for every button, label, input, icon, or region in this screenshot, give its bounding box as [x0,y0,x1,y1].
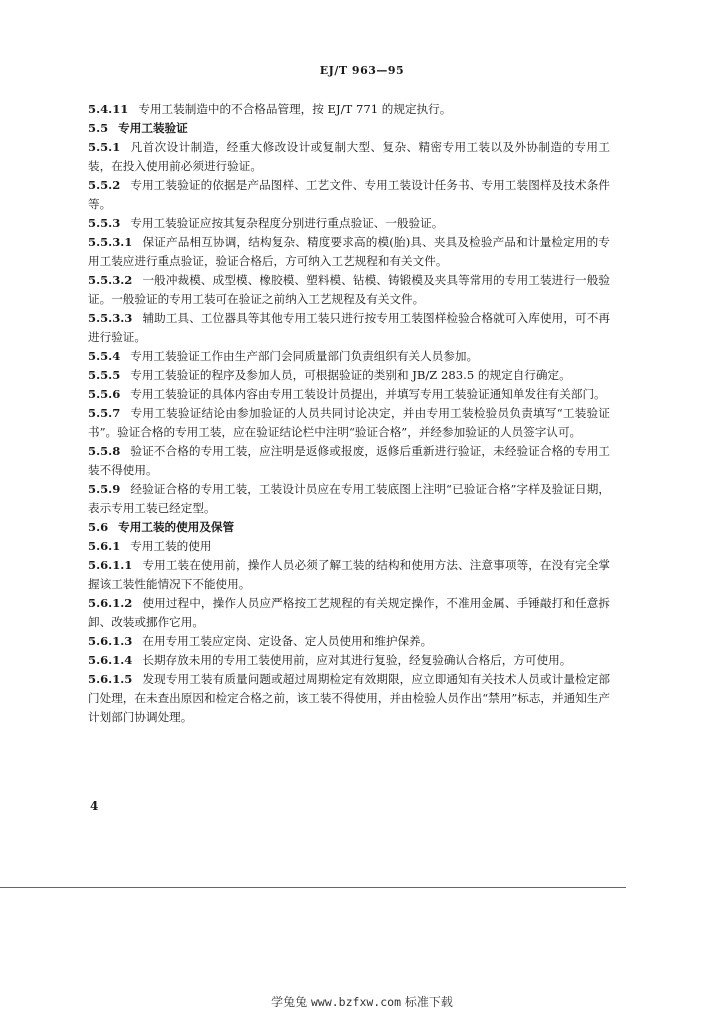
footer [0,993,724,1010]
clause-text: 发现专用工装有质量问题或超过周期检定有效期限，应立即通知有关技术人员或计量检定部门处理，在未查出原因和检定合格之前，该工装不得使用，并由检验人员作出“禁用”标志，并通知生产计划部门协调处理。 [88,672,610,724]
clause-text: 专用工装验证 [118,121,188,135]
clause-paragraph [88,632,610,651]
clause-paragraph [88,100,610,119]
clause-number: 5.6.1.4 [88,653,133,667]
clause-paragraph [88,404,610,442]
clause-text: 长期存放未用的专用工装使用前，应对其进行复验，经复验确认合格后，方可使用。 [142,653,572,667]
clause-text: 一般冲裁模、成型模、橡胶模、塑料模、钻模、铸锻模及夹具等常用的专用工装进行一般验证。一般验证的专用工装可在验证之前纳入工艺规程及有关文件。 [88,273,610,306]
clause-text: 专用工装验证应按其复杂程度分别进行重点验证、一般验证。 [130,216,444,230]
clause-number: 5.5.4 [88,349,121,363]
clause-number: 5.5 [88,121,109,135]
clause-number: 5.6.1 [88,539,121,553]
clause-text: 经验证合格的专用工装，工装设计员应在专用工装底图上注明“已验证合格”字样及验证日期，表示专用工装已经定型。 [88,482,610,515]
clause-paragraph [88,138,610,176]
clause-number: 5.6 [88,520,109,534]
clause-text: 专用工装验证的依据是产品图样、工艺文件、专用工装设计任务书、专用工装图样及技术条件等。 [88,178,610,211]
clause-number: 5.5.9 [88,482,121,496]
clause-text: 专用工装验证工作由生产部门会同质量部门负责组织有关人员参加。 [130,349,479,363]
clause-paragraph [88,670,610,727]
clause-text: 验证不合格的专用工装，应注明是返修或报废，返修后重新进行验证，未经验证合格的专用工装不得使用。 [88,444,610,477]
clause-paragraph [88,480,610,518]
clause-number: 5.5.3.1 [88,235,133,249]
clause-text: 专用工装的使用 [130,539,212,553]
clause-paragraph [88,651,610,670]
clause-text: 专用工装验证的具体内容由专用工装设计员提出，并填写专用工装验证通知单发往有关部门。 [130,387,606,401]
clause-paragraph [88,309,610,347]
clause-number: 5.6.1.5 [88,672,133,686]
page-number: 4 [90,799,99,813]
clause-text: 辅助工具、工位器具等其他专用工装只进行按专用工装图样检验合格就可入库使用，可不再进行验证。 [88,311,610,344]
clause-number: 5.5.6 [88,387,121,401]
clause-text: 专用工装验证结论由参加验证的人员共同讨论决定，并由专用工装检验员负责填写“工装验证书”。验证合格的专用工装，应在验证结论栏中注明“验证合格”，并经参加验证的人员签字认可。 [88,406,610,439]
page-header: EJ/T 963—95 [319,64,405,77]
clause-text: 使用过程中，操作人员应严格按工艺规程的有关规定操作，不准用金属、手锤敲打和任意拆卸、改装或挪作它用。 [88,596,610,629]
clause-paragraph [88,347,610,366]
clause-paragraph [88,385,610,404]
clause-paragraph [88,214,610,233]
clause-number: 5.6.1.2 [88,596,133,610]
clause-number: 5.5.8 [88,444,121,458]
clause-paragraph [88,366,610,385]
clause-paragraph [88,594,610,632]
clause-paragraph [88,537,610,556]
clause-paragraph [88,442,610,480]
clause-paragraph [88,176,610,214]
footer-tagline: 标准下载 [404,995,453,1009]
clause-number: 5.5.3.2 [88,273,133,287]
footer-url[interactable]: www.bzfxw.com [310,995,401,1009]
clause-text: 专用工装的使用及保管 [118,520,235,534]
clause-text: 保证产品相互协调，结构复杂、精度要求高的模(胎)具、夹具及检验产品和计量检定用的专用工装应进行重点验证，验证合格后，方可纳入工艺规程和有关文件。 [88,235,610,268]
footer-site-name: 学兔兔 [271,995,308,1009]
clause-text: 在用专用工装应定岗、定设备、定人员使用和维护保养。 [142,634,433,648]
clause-text: 专用工装验证的程序及参加人员，可根据验证的类别和 JB/Z 283.5 的规定自行确定。 [130,368,571,382]
clause-text: 专用工装制造中的不合格品管理，按 EJ/T 771 的规定执行。 [138,102,452,116]
clause-number: 5.5.1 [88,140,121,154]
clause-number: 5.5.7 [88,406,121,420]
document-body [88,100,610,727]
clause-paragraph [88,556,610,594]
clause-paragraph [88,233,610,271]
clause-number: 5.5.5 [88,368,121,382]
clause-paragraph [88,271,610,309]
section-heading [88,119,610,138]
section-heading [88,518,610,537]
clause-number: 5.4.11 [88,102,129,116]
clause-number: 5.5.3 [88,216,121,230]
clause-number: 5.6.1.1 [88,558,133,572]
clause-number: 5.6.1.3 [88,634,133,648]
clause-number: 5.5.2 [88,178,121,192]
clause-text: 凡首次设计制造，经重大修改设计或复制大型、复杂、精密专用工装以及外协制造的专用工装，在投入使用前必须进行验证。 [88,140,610,173]
clause-text: 专用工装在使用前，操作人员必须了解工装的结构和使用方法、注意事项等，在没有完全掌握该工装性能情况下不能使用。 [88,558,610,591]
clause-number: 5.5.3.3 [88,311,133,325]
page-divider [0,887,626,888]
